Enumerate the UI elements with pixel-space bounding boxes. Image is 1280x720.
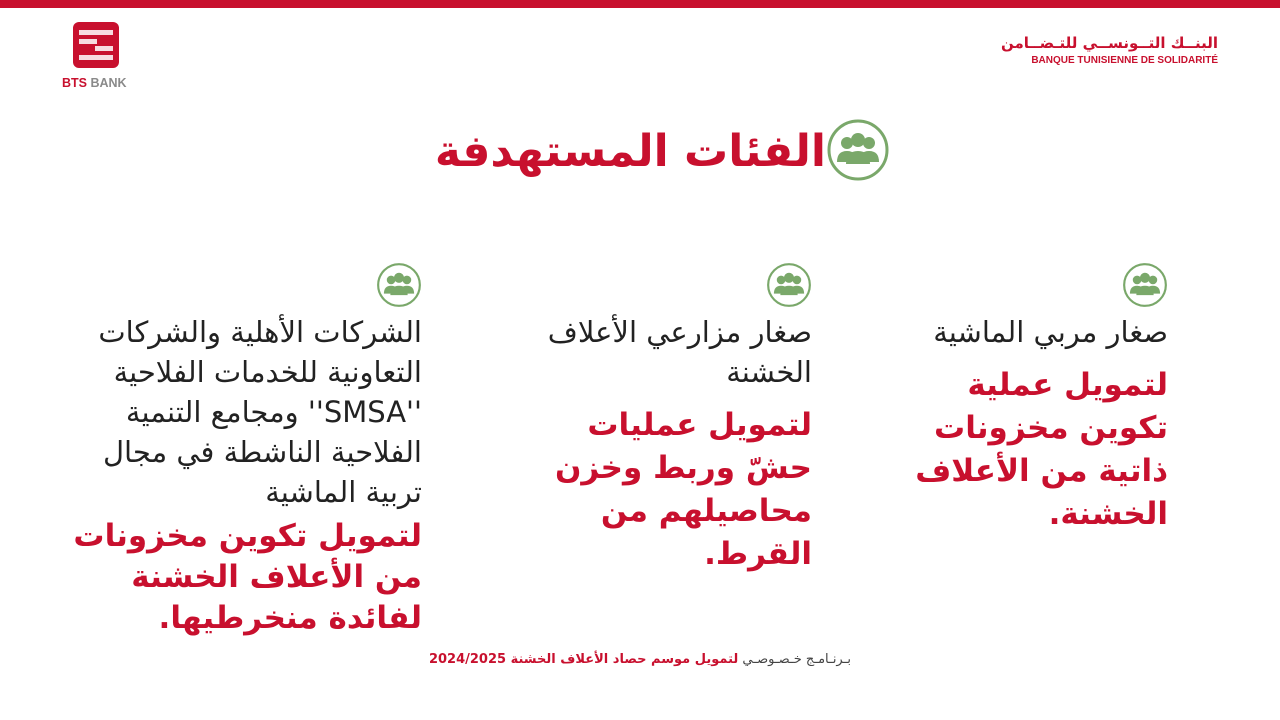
people-group-icon <box>766 262 812 308</box>
top-accent-bar <box>0 0 1280 8</box>
footer-strong-text: لتمويل موسم حصاد الأعلاف الخشنة 2024/2025 <box>428 652 739 667</box>
people-group-icon <box>376 262 422 308</box>
brand-block <box>1001 34 1218 70</box>
target-group-label: الشركات الأهلية والشركات التعاونية للخدمات الفلاحية ''SMSA'' ومجامع التنمية الفلاحية الناشطة في مجال تربية الماشية <box>98 315 422 509</box>
title-section <box>0 116 1280 186</box>
target-group-description: لتمويل عمليات حشّ وربط وخزن محاصيلهم من القرط. <box>554 407 812 572</box>
target-group-label: صغار مزارعي الأعلاف الخشنة <box>547 315 812 389</box>
brand-french-name: BANQUE TUNISIENNE DE SOLIDARITÉ <box>1031 55 1218 66</box>
people-group-icon <box>1122 262 1168 308</box>
footer-plain-text: بـرنـامـج خـصـوصـي <box>742 652 852 667</box>
page-title: الفئات المستهدفة <box>434 126 826 177</box>
target-group-description: لتمويل تكوين مخزونات من الأعلاف الخشنة لفائدة منخرطيها. <box>73 518 422 636</box>
bts-bank-logo[interactable] <box>62 22 134 94</box>
footer-program-caption <box>0 652 1280 667</box>
logo-text: BTS BANK <box>62 76 127 90</box>
target-group-description: لتمويل عملية تكوين مخزونات ذاتية من الأعلاف الخشنة. <box>915 367 1168 532</box>
bts-logo-icon <box>73 22 119 68</box>
target-group-label: صغار مربي الماشية <box>933 315 1168 349</box>
target-group-card <box>898 262 1168 536</box>
people-group-icon <box>826 118 890 182</box>
target-group-card <box>532 262 812 576</box>
brand-arabic-name: البنــك التــونســي للتـضــامن <box>1000 34 1218 52</box>
target-group-card <box>62 262 422 639</box>
